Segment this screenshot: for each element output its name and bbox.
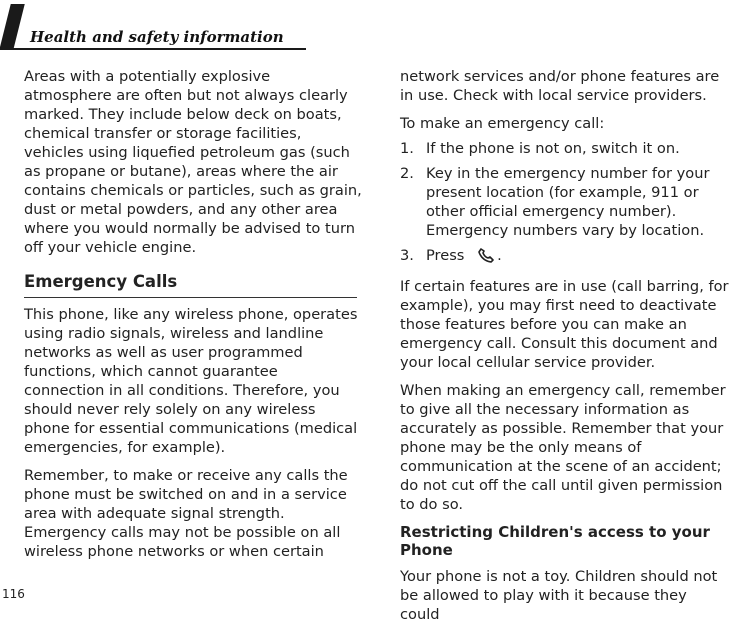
step-text: If the phone is not on, switch it on. (426, 140, 680, 157)
subheading: Restricting Children's access to your Phone (400, 523, 710, 559)
intro-paragraph: Areas with a potentially explosive atmosphere are often but not always clearly marked. They include below deck on boats, chemical transfer or storage facilities, vehicles using liquefied petroleum gas (such as propane or butane), areas where the air contains chemicals or particles, such as grain, dust or metal powders, and any other area where you would normally be advised to turn off your vehicle engine. (24, 68, 362, 256)
step-item (400, 246, 729, 269)
step-number: 2. (400, 165, 414, 182)
steps-intro: To make an emergency call: (400, 115, 605, 132)
page-header-title: Health and safety information (30, 28, 284, 46)
section-title: Emergency Calls (24, 271, 357, 298)
header-accent-bar (0, 4, 25, 50)
emergency-paragraph-1: This phone, like any wireless phone, operates using radio signals, wireless and landline networks as well as user programmed functions, which cannot guarantee connection in all conditions. Therefore, you should never rely solely on any wireless phone for essential communications (medical emergencies, for example). (24, 306, 358, 456)
call-key-icon (477, 248, 495, 269)
continued-paragraph: network services and/or phone features are in use. Check with local service providers. (400, 68, 720, 104)
step-text: Press (426, 247, 465, 264)
step-text: Key in the emergency number for your present location (for example, 911 or other official emergency number). Emergency numbers vary by location. (426, 165, 710, 239)
step-suffix: . (497, 247, 502, 264)
step-item (400, 164, 729, 240)
page-number: 116 (2, 587, 25, 601)
emergency-paragraph-2: Remember, to make or receive any calls the phone must be switched on and in a service area with adequate signal strength. Emergency calls may not be possible on all wireless phone networks or when certain (24, 467, 348, 560)
left-column (24, 67, 362, 570)
remember-paragraph: When making an emergency call, remember to give all the necessary information as accurately as possible. Remember that your phone may be the only means of communication at the scene of an accident; do not cut off the call until given permission to do so. (400, 382, 726, 513)
header-rule (6, 48, 306, 50)
step-item (400, 139, 729, 158)
right-column (400, 67, 729, 633)
step-number: 1. (400, 140, 414, 157)
features-paragraph: If certain features are in use (call barring, for example), you may first need to deactivate those features before you can make an emergency call. Consult this document and your local cellular service provider. (400, 278, 729, 371)
step-number: 3. (400, 247, 414, 264)
steps-list (400, 139, 729, 269)
children-paragraph: Your phone is not a toy. Children should not be allowed to play with it because they could (400, 568, 718, 623)
